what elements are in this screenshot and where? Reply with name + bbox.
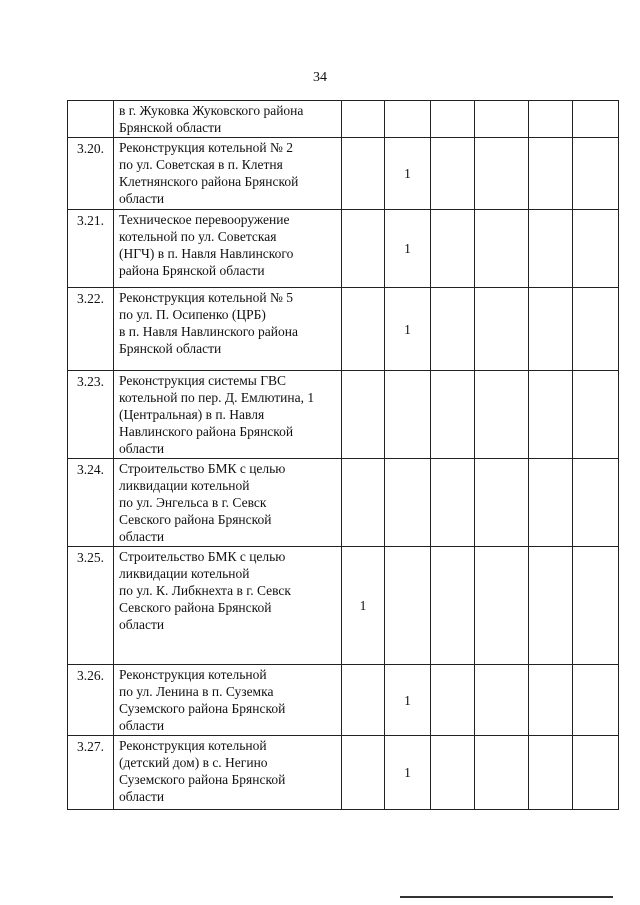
- value-cell: [385, 101, 431, 138]
- value-cell: [431, 547, 475, 665]
- value-cell: [529, 138, 573, 210]
- value-cell: [529, 665, 573, 736]
- row-number: 3.23.: [68, 371, 114, 459]
- value-cell: [475, 547, 529, 665]
- value-cell: [573, 288, 619, 371]
- value-cell: [475, 138, 529, 210]
- row-number: 3.24.: [68, 459, 114, 547]
- table-row: [68, 665, 619, 736]
- value-cell: [529, 210, 573, 288]
- value-cell: [475, 101, 529, 138]
- value-cell: [529, 459, 573, 547]
- value-cell: [573, 459, 619, 547]
- table-row: [68, 101, 619, 138]
- value-cell: [342, 736, 385, 810]
- value-cell: 1: [385, 736, 431, 810]
- value-cell: [573, 736, 619, 810]
- row-number: 3.21.: [68, 210, 114, 288]
- value-cell: [342, 138, 385, 210]
- value-cell: [573, 210, 619, 288]
- value-cell: [342, 210, 385, 288]
- table-row: [68, 288, 619, 371]
- value-cell: [475, 210, 529, 288]
- value-cell: [475, 288, 529, 371]
- row-description: Техническое перевооружение котельной по ул. Советская (НГЧ) в п. Навля Навлинского района Брянской области: [114, 210, 342, 288]
- row-description: Реконструкция котельной № 5 по ул. П. Осипенко (ЦРБ) в п. Навля Навлинского района Брянской области: [114, 288, 342, 371]
- value-cell: 1: [385, 210, 431, 288]
- row-number: 3.22.: [68, 288, 114, 371]
- footer-rule: [400, 896, 613, 898]
- table-row: [68, 138, 619, 210]
- row-number: 3.26.: [68, 665, 114, 736]
- value-cell: [431, 101, 475, 138]
- value-cell: [342, 101, 385, 138]
- table-row: [68, 459, 619, 547]
- value-cell: [475, 736, 529, 810]
- row-description: в г. Жуковка Жуковского района Брянской области: [114, 101, 342, 138]
- row-description: Строительство БМК с целью ликвидации котельной по ул. Энгельса в г. Севск Севского района Брянской области: [114, 459, 342, 547]
- value-cell: [529, 101, 573, 138]
- value-cell: [529, 371, 573, 459]
- value-cell: [431, 210, 475, 288]
- value-cell: 1: [385, 665, 431, 736]
- value-cell: [342, 371, 385, 459]
- row-number: [68, 101, 114, 138]
- value-cell: [385, 547, 431, 665]
- value-cell: [431, 371, 475, 459]
- row-description: Реконструкция котельной по ул. Ленина в п. Суземка Суземского района Брянской области: [114, 665, 342, 736]
- table-row: [68, 371, 619, 459]
- table-row: [68, 736, 619, 810]
- table-row: [68, 210, 619, 288]
- value-cell: [573, 547, 619, 665]
- value-cell: [573, 138, 619, 210]
- value-cell: [573, 665, 619, 736]
- value-cell: [431, 459, 475, 547]
- value-cell: [342, 665, 385, 736]
- value-cell: [529, 547, 573, 665]
- value-cell: [431, 665, 475, 736]
- row-number: 3.27.: [68, 736, 114, 810]
- value-cell: [431, 736, 475, 810]
- value-cell: 1: [342, 547, 385, 665]
- value-cell: 1: [385, 138, 431, 210]
- page-number: 34: [313, 70, 327, 85]
- value-cell: [385, 371, 431, 459]
- value-cell: 1: [385, 288, 431, 371]
- value-cell: [431, 288, 475, 371]
- row-description: Реконструкция котельной (детский дом) в с. Негино Суземского района Брянской области: [114, 736, 342, 810]
- row-description: Реконструкция котельной № 2 по ул. Советская в п. Клетня Клетнянского района Брянской области: [114, 138, 342, 210]
- value-cell: [529, 288, 573, 371]
- value-cell: [342, 459, 385, 547]
- value-cell: [475, 371, 529, 459]
- table-row: [68, 547, 619, 665]
- value-cell: [385, 459, 431, 547]
- value-cell: [475, 665, 529, 736]
- program-table: [67, 100, 619, 810]
- row-description: Реконструкция системы ГВС котельной по пер. Д. Емлютина, 1 (Центральная) в п. Навля Навлинского района Брянской области: [114, 371, 342, 459]
- value-cell: [431, 138, 475, 210]
- value-cell: [573, 101, 619, 138]
- value-cell: [475, 459, 529, 547]
- row-description: Строительство БМК с целью ликвидации котельной по ул. К. Либкнехта в г. Севск Севского района Брянской области: [114, 547, 342, 665]
- value-cell: [529, 736, 573, 810]
- value-cell: [342, 288, 385, 371]
- row-number: 3.25.: [68, 547, 114, 665]
- value-cell: [573, 371, 619, 459]
- row-number: 3.20.: [68, 138, 114, 210]
